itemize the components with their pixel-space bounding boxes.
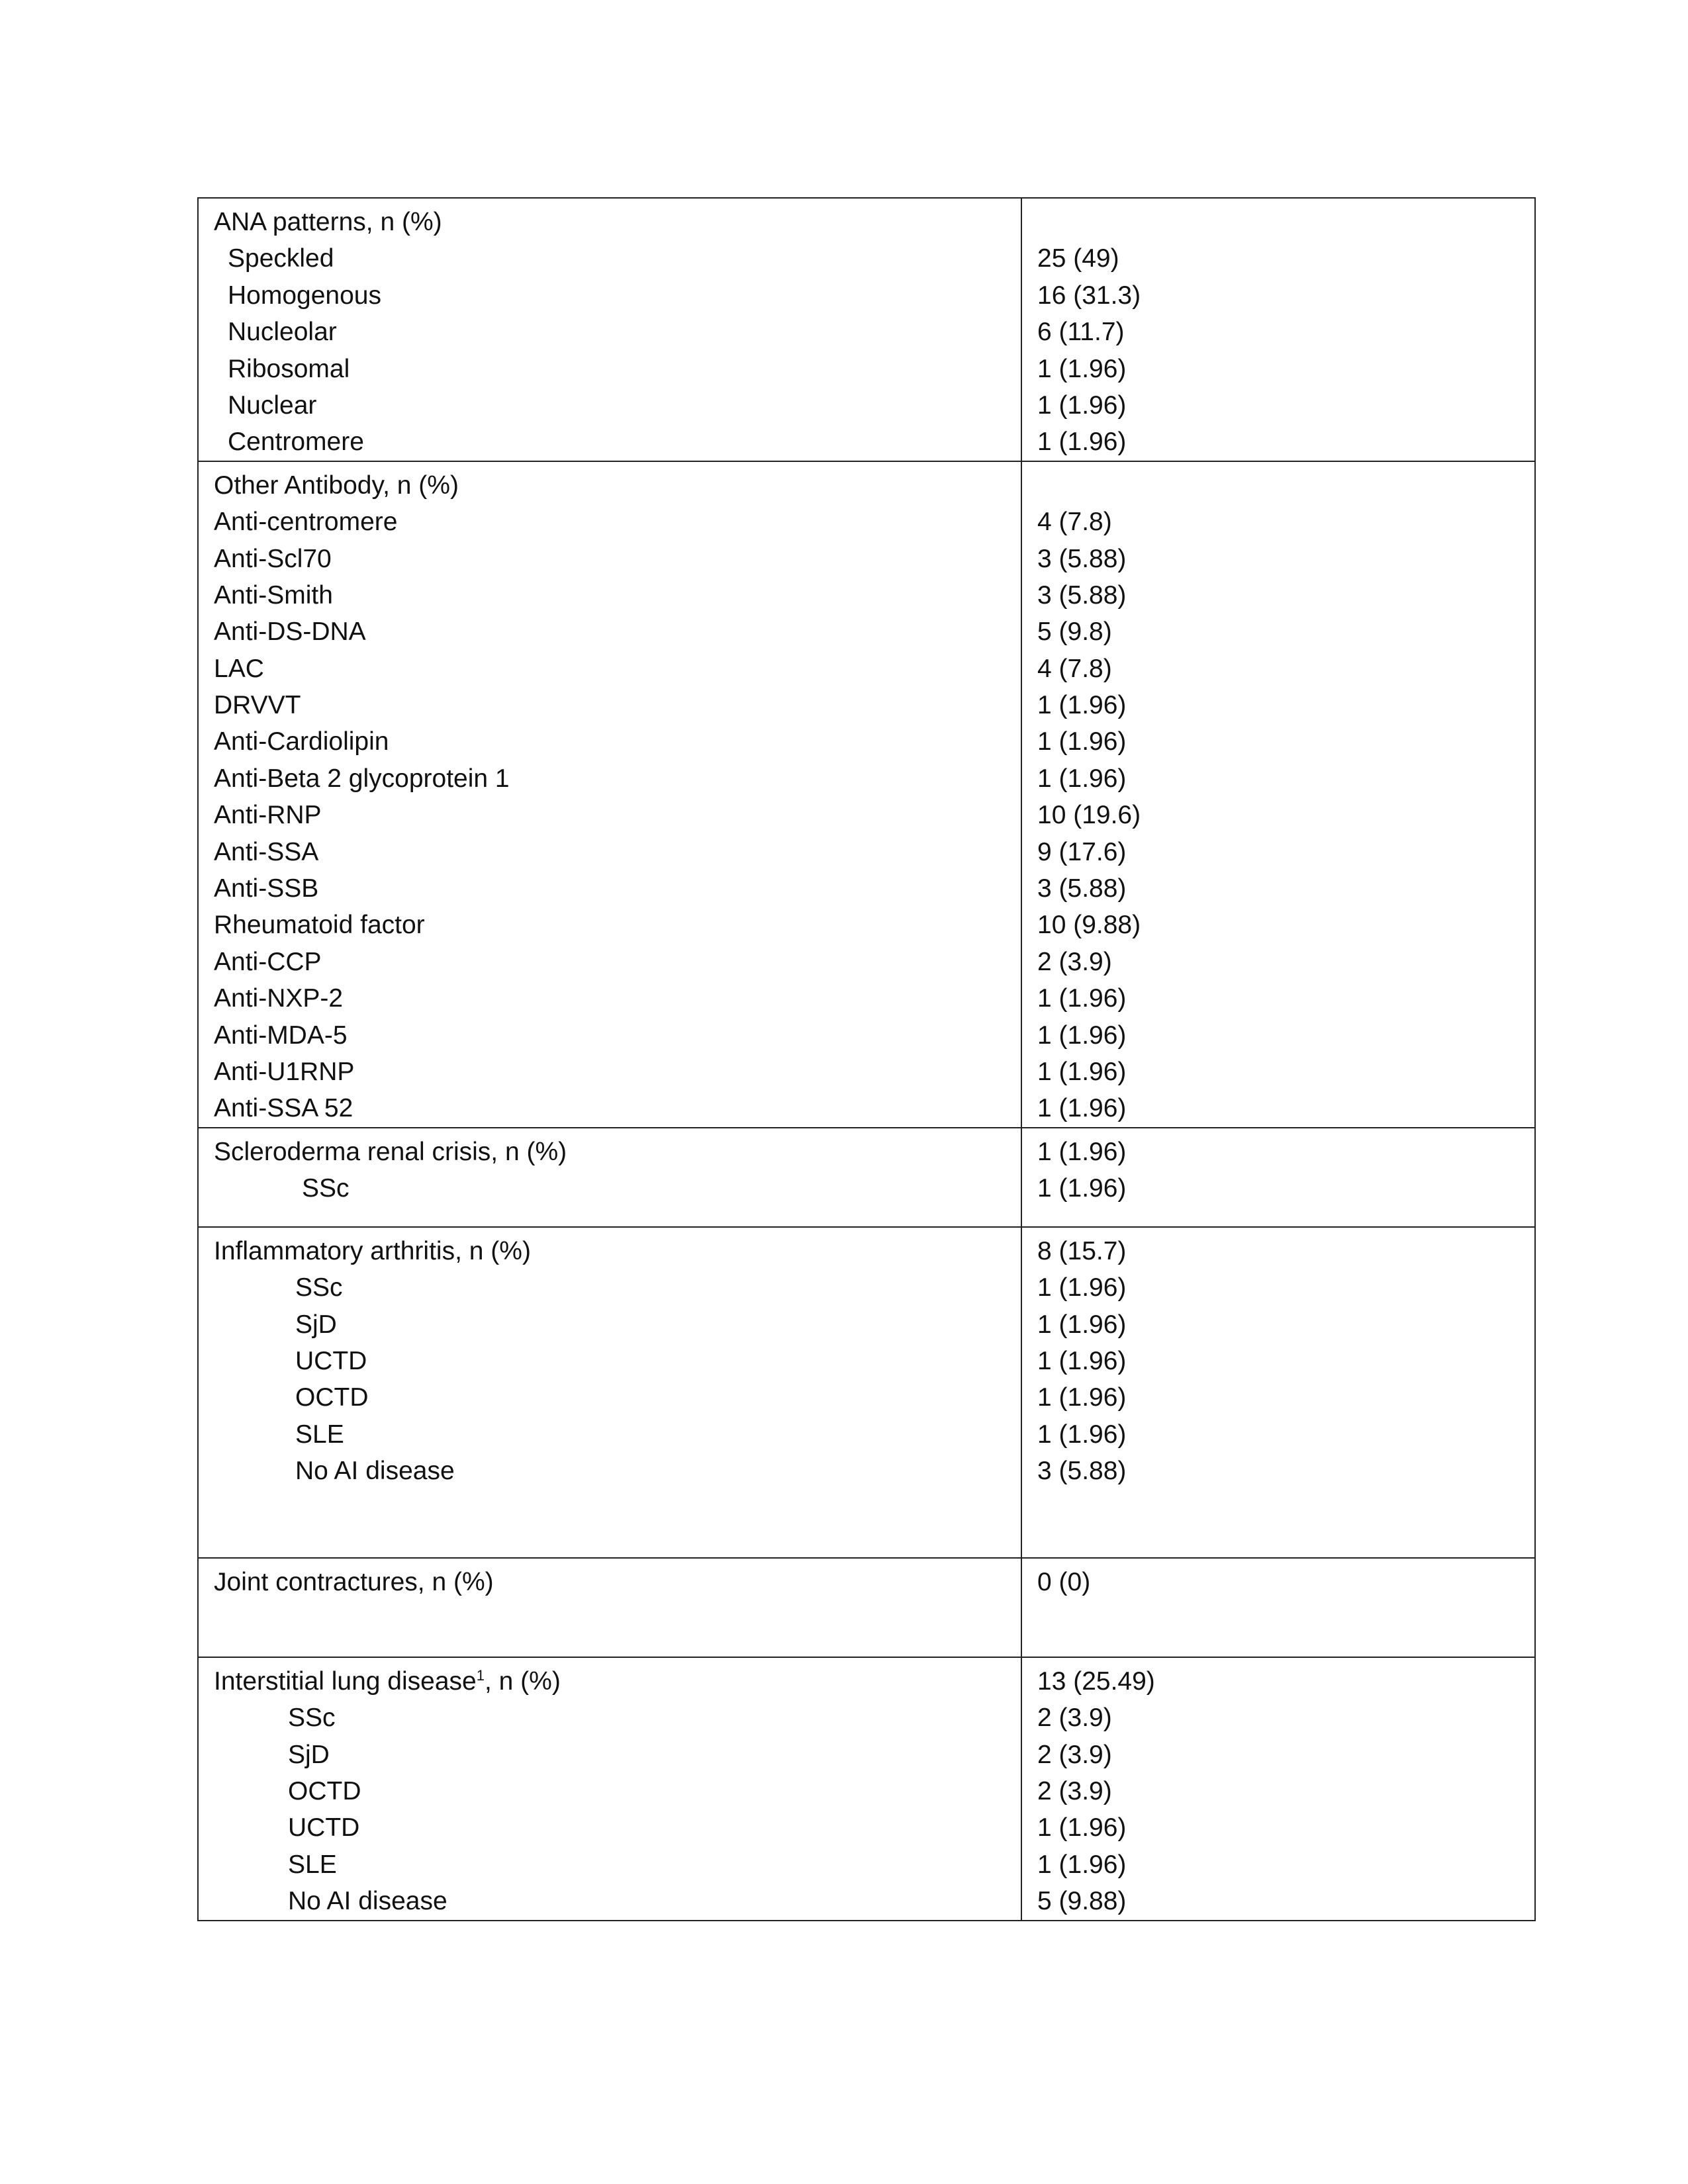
row-value: 2 (3.9)	[1037, 1776, 1112, 1805]
row-label	[214, 1773, 1021, 1809]
clinical-characteristics-table	[197, 197, 1536, 1921]
label-text: SjD	[288, 1740, 330, 1769]
label-cell	[198, 1128, 1021, 1227]
row-value: 1 (1.96)	[1037, 1383, 1127, 1412]
label-text: Anti-SSA 52	[214, 1094, 353, 1123]
row-label	[214, 687, 1021, 723]
label-text: No AI disease	[295, 1457, 455, 1486]
label-text: Homogenous	[228, 281, 381, 310]
row-label	[214, 980, 1021, 1017]
label-text: Anti-Beta 2 glycoprotein 1	[214, 764, 510, 793]
row-label	[214, 760, 1021, 797]
row-value: 13 (25.49)	[1037, 1666, 1155, 1696]
row-value: 5 (9.8)	[1037, 617, 1112, 647]
row-label	[214, 907, 1021, 943]
section-scleroderma-renal-crisis	[198, 1128, 1535, 1227]
label-text: Anti-Cardiolipin	[214, 727, 389, 756]
row-value: 1 (1.96)	[1037, 1813, 1127, 1843]
row-label	[214, 834, 1021, 870]
row-label	[214, 541, 1021, 577]
label-text: SjD	[295, 1310, 337, 1339]
row-value: 1 (1.96)	[1037, 390, 1127, 420]
label-text: Anti-Scl70	[214, 544, 332, 573]
row-value: 1 (1.96)	[1037, 1850, 1127, 1879]
row-value: 1 (1.96)	[1037, 1021, 1127, 1050]
row-value: 3 (5.88)	[1037, 544, 1127, 573]
label-cell	[198, 461, 1021, 1128]
row-label	[214, 1054, 1021, 1090]
label-text: Interstitial lung disease	[214, 1666, 477, 1696]
value-cell	[1021, 461, 1535, 1128]
section-joint-contractures	[198, 1558, 1535, 1657]
label-text: Scleroderma renal crisis, n (%)	[214, 1137, 567, 1166]
footnote-marker: 1	[476, 1666, 485, 1684]
row-value: 1 (1.96)	[1037, 764, 1127, 793]
section-heading	[214, 1564, 1021, 1600]
row-value: 9 (17.6)	[1037, 837, 1127, 866]
row-value	[1037, 204, 1534, 240]
label-text: Anti-NXP-2	[214, 984, 344, 1013]
label-text: OCTD	[288, 1776, 361, 1805]
label-text: SSc	[295, 1273, 343, 1302]
row-value: 8 (15.7)	[1037, 1236, 1127, 1265]
row-value: 3 (5.88)	[1037, 580, 1127, 610]
row-label	[214, 277, 1021, 314]
row-label	[214, 504, 1021, 540]
label-text: SSc	[302, 1174, 350, 1203]
row-value: 10 (9.88)	[1037, 911, 1141, 940]
label-text: Ribosomal	[228, 354, 350, 383]
row-value: 25 (49)	[1037, 244, 1119, 273]
label-text: Other Antibody, n (%)	[214, 471, 459, 500]
row-value: 1 (1.96)	[1037, 1273, 1127, 1302]
row-label	[214, 797, 1021, 833]
label-text: UCTD	[295, 1346, 367, 1375]
row-label	[214, 577, 1021, 614]
label-text: Centromere	[228, 428, 364, 457]
row-value: 6 (11.7)	[1037, 318, 1125, 347]
row-value	[1037, 467, 1534, 504]
row-label	[214, 1306, 1021, 1343]
section-interstitial-lung-disease	[198, 1657, 1535, 1921]
row-value: 2 (3.9)	[1037, 947, 1112, 976]
label-text: SLE	[288, 1850, 337, 1879]
row-label	[214, 1017, 1021, 1054]
label-cell	[198, 1558, 1021, 1657]
section-heading	[214, 467, 1021, 504]
label-text: Anti-SSA	[214, 837, 319, 866]
row-label	[214, 1170, 1021, 1206]
row-value: 0 (0)	[1037, 1567, 1091, 1596]
label-text: ANA patterns, n (%)	[214, 208, 442, 236]
row-label	[214, 314, 1021, 350]
row-label	[214, 1379, 1021, 1416]
value-cell	[1021, 1558, 1535, 1657]
row-label	[214, 1883, 1021, 1919]
label-text: Anti-Smith	[214, 580, 333, 610]
label-text: LAC	[214, 654, 264, 683]
row-label	[214, 387, 1021, 424]
label-cell	[198, 198, 1021, 461]
value-cell	[1021, 1227, 1535, 1558]
section-heading	[214, 204, 1021, 240]
row-label	[214, 1809, 1021, 1846]
row-value: 1 (1.96)	[1037, 1137, 1127, 1166]
row-label	[214, 723, 1021, 760]
value-cell	[1021, 198, 1535, 461]
section-inflammatory-arthritis	[198, 1227, 1535, 1558]
row-label	[214, 614, 1021, 650]
label-text: Anti-CCP	[214, 947, 322, 976]
label-text: SSc	[288, 1704, 336, 1733]
row-value: 3 (5.88)	[1037, 1457, 1127, 1486]
row-label	[214, 1453, 1021, 1489]
row-value: 1 (1.96)	[1037, 1346, 1127, 1375]
label-text: Nuclear	[228, 390, 317, 420]
label-text: Anti-centromere	[214, 508, 398, 537]
row-value: 1 (1.96)	[1037, 984, 1127, 1013]
row-value: 10 (19.6)	[1037, 801, 1141, 830]
label-text: Joint contractures, n (%)	[214, 1567, 494, 1596]
label-text: OCTD	[295, 1383, 369, 1412]
label-text: Rheumatoid factor	[214, 911, 425, 940]
section-other-antibody	[198, 461, 1535, 1128]
label-text: UCTD	[288, 1813, 360, 1843]
row-label	[214, 424, 1021, 460]
row-value: 4 (7.8)	[1037, 508, 1112, 537]
row-value: 5 (9.88)	[1037, 1887, 1127, 1916]
row-value: 1 (1.96)	[1037, 1094, 1127, 1123]
row-label	[214, 1737, 1021, 1773]
row-label	[214, 1416, 1021, 1453]
label-text: Anti-U1RNP	[214, 1057, 355, 1086]
row-value: 16 (31.3)	[1037, 281, 1141, 310]
row-label	[214, 1700, 1021, 1736]
row-value: 1 (1.96)	[1037, 354, 1127, 383]
label-text: SLE	[295, 1420, 344, 1449]
row-label	[214, 870, 1021, 907]
value-cell	[1021, 1128, 1535, 1227]
label-text: Anti-MDA-5	[214, 1021, 348, 1050]
row-label	[214, 1343, 1021, 1379]
label-cell	[198, 1657, 1021, 1921]
row-value: 2 (3.9)	[1037, 1740, 1112, 1769]
section-heading	[214, 1663, 1021, 1700]
label-suffix: , n (%)	[484, 1666, 561, 1696]
section-ana-patterns	[198, 198, 1535, 461]
label-cell	[198, 1227, 1021, 1558]
label-text: Inflammatory arthritis, n (%)	[214, 1236, 531, 1265]
row-value: 4 (7.8)	[1037, 654, 1112, 683]
row-label	[214, 1846, 1021, 1883]
row-label	[214, 651, 1021, 687]
row-label	[214, 1269, 1021, 1306]
label-text: DRVVT	[214, 691, 301, 720]
row-value: 1 (1.96)	[1037, 1310, 1127, 1339]
label-text: Anti-DS-DNA	[214, 617, 366, 647]
section-heading	[214, 1134, 1021, 1170]
row-label	[214, 351, 1021, 387]
section-heading	[214, 1233, 1021, 1269]
row-value: 1 (1.96)	[1037, 691, 1127, 720]
label-text: Anti-SSB	[214, 874, 319, 903]
label-text: Anti-RNP	[214, 801, 322, 830]
row-label	[214, 1090, 1021, 1126]
value-cell	[1021, 1657, 1535, 1921]
row-value: 2 (3.9)	[1037, 1704, 1112, 1733]
row-value: 1 (1.96)	[1037, 727, 1127, 756]
row-value: 1 (1.96)	[1037, 1057, 1127, 1086]
label-text: Nucleolar	[228, 318, 337, 347]
row-label	[214, 944, 1021, 980]
row-value: 1 (1.96)	[1037, 428, 1127, 457]
row-value: 3 (5.88)	[1037, 874, 1127, 903]
row-label	[214, 240, 1021, 277]
row-value: 1 (1.96)	[1037, 1420, 1127, 1449]
row-value: 1 (1.96)	[1037, 1174, 1127, 1203]
label-text: No AI disease	[288, 1887, 447, 1916]
label-text: Speckled	[228, 244, 334, 273]
